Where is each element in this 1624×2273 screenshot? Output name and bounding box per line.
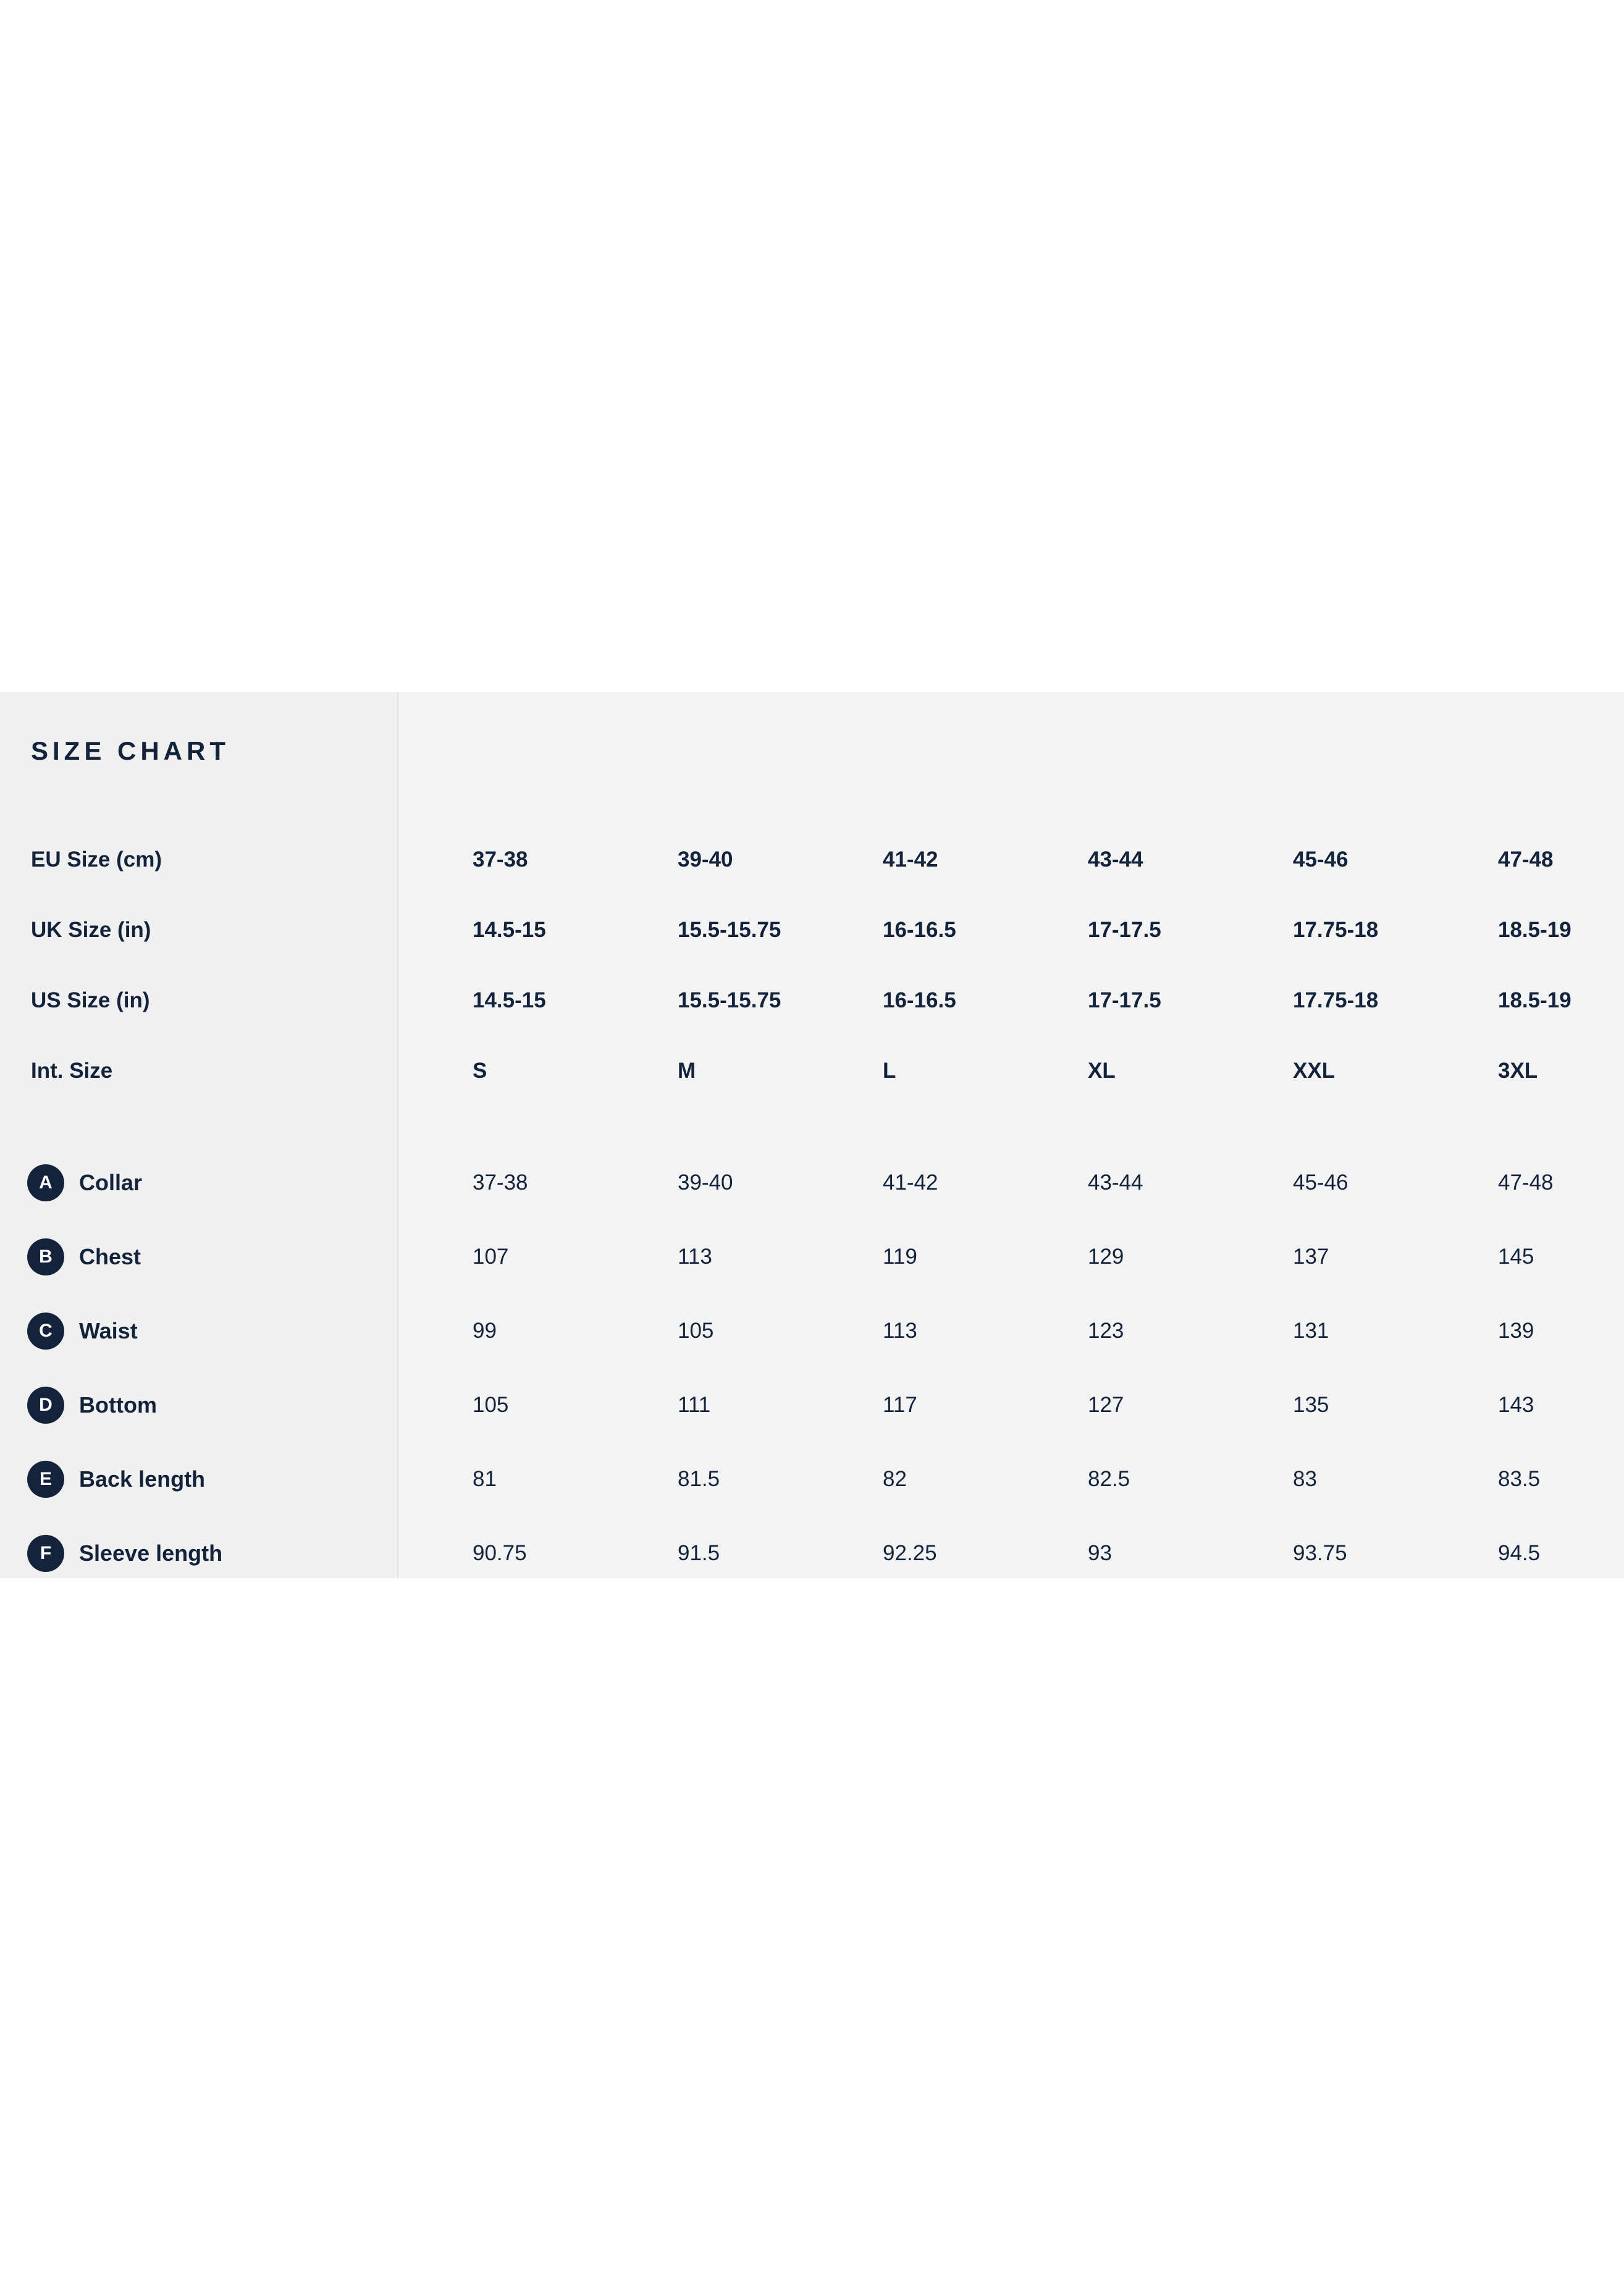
measurement-row-bottom [27,1368,385,1442]
table-cell: 82.5 [1088,1467,1130,1491]
table-cell: 135 [1293,1393,1329,1417]
size-row-label-us: US Size (in) [31,988,150,1012]
table-cell: 105 [473,1393,509,1417]
table-cell: 145 [1498,1245,1534,1269]
table-cell: 14.5-15 [473,918,546,942]
table-cell: 18.5-19 [1498,918,1571,942]
table-cell: 47-48 [1498,847,1554,872]
table-cell: L [883,1059,896,1083]
table-cell: 37-38 [473,1170,528,1195]
table-cell: 14.5-15 [473,988,546,1012]
table-cell: 92.25 [883,1541,937,1565]
table-cell: 117 [883,1393,917,1417]
table-cell: 16-16.5 [883,988,956,1012]
size-row-labels [31,825,377,1106]
table-cell: 105 [678,1319,714,1343]
table-cell: 94.5 [1498,1541,1541,1565]
page-title: SIZE CHART [31,736,230,765]
table-cell: 45-46 [1293,1170,1348,1195]
measurement-row-back-length [27,1442,385,1516]
table-cell: 99 [473,1319,497,1343]
measurement-label-waist: Waist [79,1318,138,1343]
table-cell: 113 [678,1245,712,1269]
measurement-label-back-length: Back length [79,1466,206,1492]
table-cell: XL [1088,1059,1116,1083]
measurement-row-waist [27,1294,385,1368]
table-cell: 83.5 [1498,1467,1541,1491]
table-cell: 91.5 [678,1541,720,1565]
size-row-label-uk: UK Size (in) [31,918,151,942]
table-cell: 43-44 [1088,847,1143,872]
table-cell: 93 [1088,1541,1112,1565]
table-cell: M [678,1059,696,1083]
table-cell: XXL [1293,1059,1336,1083]
table-cell: 93.75 [1293,1541,1347,1565]
table-cell: 37-38 [473,847,528,872]
badge-c-icon: C [27,1313,64,1350]
table-cell: 15.5-15.75 [678,918,781,942]
size-row-label-eu: EU Size (cm) [31,847,162,872]
table-cell: 107 [473,1245,509,1269]
table-cell: 119 [883,1245,917,1269]
measurement-label-collar: Collar [79,1170,143,1195]
table-cell: 41-42 [883,1170,938,1195]
measurement-label-chest: Chest [79,1244,141,1269]
measurements-grid [473,1146,1624,1590]
table-cell: 127 [1088,1393,1124,1417]
badge-a-icon: A [27,1164,64,1201]
measurement-label-bottom: Bottom [79,1392,157,1418]
measurement-row-sleeve-length [27,1516,385,1590]
table-cell: 143 [1498,1393,1534,1417]
table-cell: 123 [1088,1319,1124,1343]
table-cell: 81.5 [678,1467,720,1491]
table-cell: 15.5-15.75 [678,988,781,1012]
badge-d-icon: D [27,1387,64,1424]
measurement-row-chest [27,1220,385,1294]
table-cell: 81 [473,1467,497,1491]
size-chart-label-panel [0,692,398,1578]
table-cell: 83 [1293,1467,1317,1491]
table-cell: 45-46 [1293,847,1348,872]
table-cell: 137 [1293,1245,1329,1269]
table-cell: 90.75 [473,1541,527,1565]
size-row-label-int: Int. Size [31,1059,113,1083]
table-cell: 39-40 [678,847,733,872]
table-cell: 113 [883,1319,917,1343]
table-cell: 16-16.5 [883,918,956,942]
table-cell: 41-42 [883,847,938,872]
table-cell: 47-48 [1498,1170,1554,1195]
size-conversion-grid [473,825,1624,1106]
size-chart-data-panel [398,692,1624,1578]
measurement-row-collar [27,1146,385,1220]
badge-f-icon: F [27,1535,64,1572]
table-cell: 131 [1293,1319,1329,1343]
table-cell: 3XL [1498,1059,1538,1083]
size-chart [0,692,1624,1578]
table-cell: 43-44 [1088,1170,1143,1195]
table-cell: 82 [883,1467,907,1491]
table-cell: 17-17.5 [1088,918,1161,942]
measurement-row-labels [27,1146,385,1590]
table-cell: 17.75-18 [1293,918,1379,942]
table-cell: S [473,1059,487,1083]
measurement-label-sleeve-length: Sleeve length [79,1540,223,1566]
table-cell: 17.75-18 [1293,988,1379,1012]
badge-e-icon: E [27,1461,64,1498]
table-cell: 18.5-19 [1498,988,1571,1012]
table-cell: 139 [1498,1319,1534,1343]
badge-b-icon: B [27,1238,64,1275]
table-cell: 17-17.5 [1088,988,1161,1012]
table-cell: 129 [1088,1245,1124,1269]
table-cell: 39-40 [678,1170,733,1195]
table-cell: 111 [678,1393,711,1417]
